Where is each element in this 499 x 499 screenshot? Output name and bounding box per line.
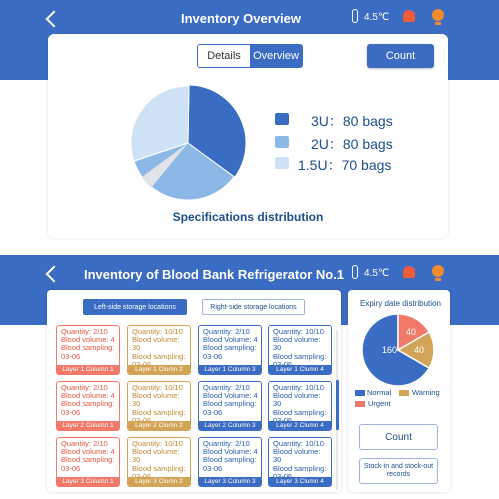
storage-cell[interactable] [198, 381, 262, 431]
page-title: Inventory Overview [181, 11, 301, 26]
thermometer-icon [352, 265, 358, 279]
storage-cell[interactable] [268, 325, 332, 375]
cell-volume: Blood volume: 4 [61, 391, 115, 401]
cell-sampling-label: Blood sampling: [132, 351, 186, 361]
expiry-label-warning: 40 [414, 345, 425, 355]
count-button[interactable]: Count [359, 424, 438, 450]
cell-sampling-label: Blood sampling: [273, 463, 327, 473]
legend-warning: Warning [412, 388, 440, 397]
cell-sampling-date: 03-06 [203, 463, 223, 473]
legend-swatch-warning [399, 390, 409, 396]
expiry-label-normal: 160 [382, 345, 398, 355]
cell-quantity: Quantity: 10/10 [273, 383, 324, 392]
cell-volume: Blood volume: 4 [61, 447, 115, 457]
expiry-chart-title: Expiry date distribution [360, 299, 441, 308]
cell-layer-label: Layer 1 Clumn 4 [269, 365, 331, 374]
storage-cell[interactable] [127, 381, 191, 431]
storage-cell[interactable] [127, 325, 191, 375]
cell-info [57, 438, 119, 473]
legend-swatch-1-5u [275, 157, 289, 169]
cell-volume: Blood volume: 30 [132, 335, 180, 353]
legend-swatch-urgent [355, 401, 365, 407]
cell-info [57, 382, 119, 417]
cell-sampling-label: Blood sampling: [203, 343, 257, 353]
alarm-bell-icon[interactable] [403, 266, 415, 278]
cell-sampling-label: Blood sampling: [61, 455, 115, 465]
alarm-bell-icon[interactable] [403, 10, 415, 22]
scrollbar-thumb[interactable] [336, 380, 339, 430]
cell-layer-label: Layer 1 Column 1 [57, 365, 119, 374]
temperature-value: 4.5℃ [364, 268, 390, 279]
cell-quantity: Quantity: 2/10 [61, 439, 108, 448]
cell-volume: Blood volume: 30 [132, 391, 180, 409]
storage-cell[interactable] [56, 437, 120, 487]
cell-quantity: Quantity: 10/10 [132, 439, 183, 448]
cell-sampling-label: Blood sampling: [61, 399, 115, 409]
legend-swatch-3u [275, 113, 289, 125]
tab-overview[interactable]: Overview [250, 45, 302, 67]
spec-pie-chart [120, 78, 260, 208]
cell-info [269, 438, 331, 481]
legend-swatch-2u [275, 136, 289, 148]
tab-details[interactable]: Details [198, 45, 250, 67]
cell-sampling-label: Blood sampling: [203, 399, 257, 409]
cell-volume: Blood volume: 30 [273, 447, 321, 465]
warning-light-icon[interactable] [432, 265, 444, 277]
cell-quantity: Quantity: 2/10 [203, 439, 250, 448]
cell-quantity: Quantity: 2/10 [61, 327, 108, 336]
storage-cell[interactable] [56, 325, 120, 375]
cell-quantity: Quantity: 2/10 [203, 383, 250, 392]
refrigerator-title: Inventory of Blood Bank Refrigerator No.1 [84, 267, 345, 282]
cell-sampling-label: Blood sampling: [273, 351, 327, 361]
legend-urgent: Urgent [368, 399, 391, 408]
cell-quantity: Quantity: 10/10 [273, 327, 324, 336]
cell-layer-label: Layer 2 Clumn 4 [269, 421, 331, 430]
cell-layer-label: Layer 3 Column 3 [199, 477, 261, 486]
cell-layer-label: Layer 2 Column 3 [199, 421, 261, 430]
panel-divider [0, 240, 499, 255]
cell-info [128, 326, 190, 369]
view-toggle [197, 44, 303, 68]
cell-sampling-date: 03-06 [203, 351, 223, 361]
cell-layer-label: Layer 3 Clumn 2 [128, 477, 190, 486]
cell-quantity: Quantity: 10/10 [132, 327, 183, 336]
spec-pie-slices [131, 85, 246, 200]
cell-volume: Blood Volume: 4 [203, 391, 258, 401]
cell-info [269, 382, 331, 425]
cell-layer-label: Layer 3 Column 1 [57, 477, 119, 486]
cell-info [57, 326, 119, 361]
cell-info [199, 438, 261, 473]
cell-sampling-label: Blood sampling: [203, 455, 257, 465]
cell-volume: Blood volume: 30 [273, 391, 321, 409]
cell-sampling-date: 03-06 [61, 407, 81, 417]
legend-normal: Normal [367, 388, 392, 397]
cell-sampling-label: Blood sampling: [61, 343, 115, 353]
warning-light-base [435, 22, 441, 25]
cell-info [128, 438, 190, 481]
chart-title: Specifications distribution [172, 210, 324, 224]
cell-layer-label: Layer 3 Clumn 4 [269, 477, 331, 486]
cell-sampling-date: 03-06 [61, 463, 81, 473]
cell-info [269, 326, 331, 369]
legend-3u: 3U：80 bags [311, 113, 393, 129]
storage-cell[interactable] [268, 437, 332, 487]
warning-light-base [435, 278, 441, 281]
thermometer-icon [352, 9, 358, 23]
legend-swatch-normal [355, 390, 365, 396]
cell-quantity: Quantity: 2/10 [61, 383, 108, 392]
cell-info [128, 382, 190, 425]
expiry-pie-chart [360, 312, 440, 388]
storage-cell[interactable] [198, 437, 262, 487]
cell-sampling-date: 03-06 [61, 351, 81, 361]
legend-1-5u: 1.5U：70 bags [298, 157, 392, 173]
cell-sampling-label: Blood sampling: [132, 463, 186, 473]
cell-volume: Blood Volume: 4 [203, 447, 258, 457]
cell-layer-label: Layer 2 Clumn 2 [128, 421, 190, 430]
storage-cell[interactable] [198, 325, 262, 375]
cell-volume: Blood Volume: 4 [203, 335, 258, 345]
cell-info [199, 326, 261, 361]
cell-sampling-date: 03-06 [203, 407, 223, 417]
cell-volume: Blood volume: 30 [132, 447, 180, 465]
cell-sampling-label: Blood sampling: [132, 407, 186, 417]
cell-layer-label: Layer 1 Column 3 [199, 365, 261, 374]
cell-quantity: Quantity: 2/10 [203, 327, 250, 336]
cell-sampling-label: Blood sampling: [273, 407, 327, 417]
temperature-value: 4.5℃ [364, 12, 390, 23]
left-storage-tab[interactable]: Left-side storage locations [83, 299, 187, 315]
cell-volume: Blood volume: 4 [61, 335, 115, 345]
cell-quantity: Quantity: 10/10 [132, 383, 183, 392]
cell-volume: Blood volume: 30 [273, 335, 321, 353]
warning-light-icon[interactable] [432, 9, 444, 21]
count-button[interactable]: Count [367, 44, 434, 68]
cell-quantity: Quantity: 10/10 [273, 439, 324, 448]
cell-layer-label: Layer 1 Clumn 2 [128, 365, 190, 374]
right-storage-tab[interactable]: Right-side storage locations [202, 299, 305, 315]
legend-2u: 2U：80 bags [311, 136, 393, 152]
cell-info [199, 382, 261, 417]
stock-records-button[interactable]: Stock-in and stock-out records [359, 458, 438, 484]
storage-cell[interactable] [127, 437, 191, 487]
cell-layer-label: Layer 2 Column 1 [57, 421, 119, 430]
storage-cell[interactable] [56, 381, 120, 431]
storage-cell[interactable] [268, 381, 332, 431]
expiry-label-urgent: 40 [406, 327, 417, 337]
